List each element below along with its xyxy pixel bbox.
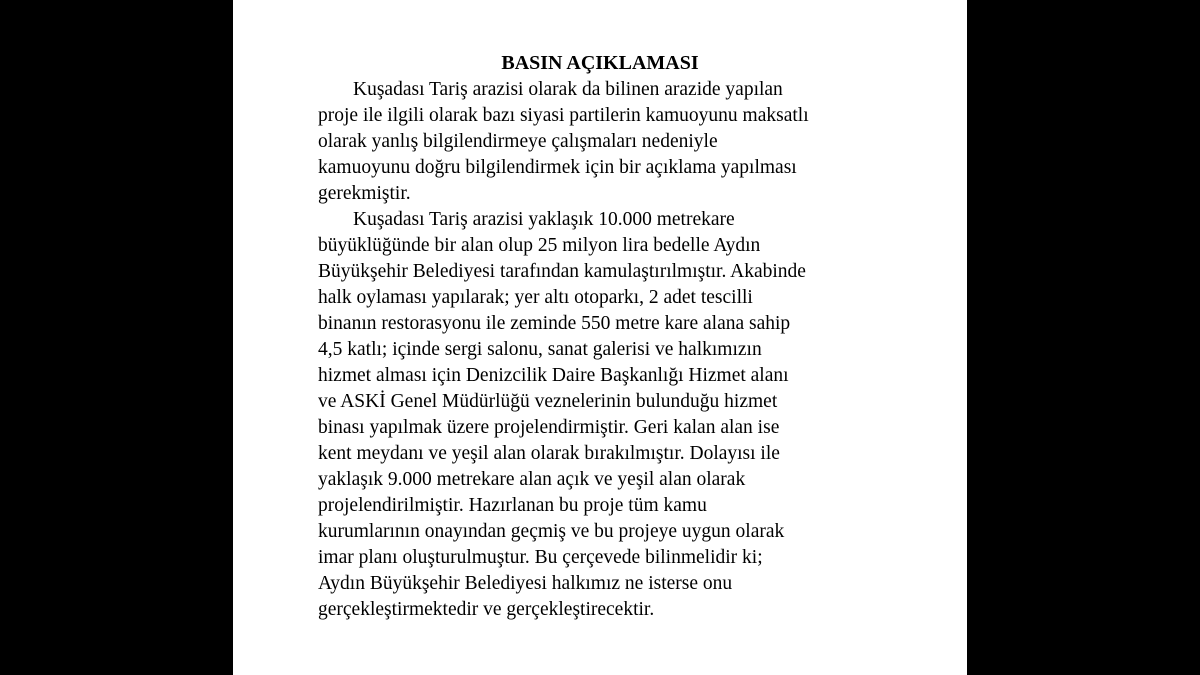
paragraph-2-line-6: 4,5 katlı; içinde sergi salonu, sanat galerisi ve halkımızın [318, 339, 762, 360]
document-page [233, 0, 967, 675]
paragraph-2-line-4: halk oylaması yapılarak; yer altı otoparkı, 2 adet tescilli [318, 287, 753, 308]
paragraph-2-line-11: yaklaşık 9.000 metrekare alan açık ve yeşil alan olarak [318, 469, 746, 490]
paragraph-2-line-14: imar planı oluşturulmuştur. Bu çerçevede bilinmelidir ki; [318, 547, 763, 568]
paragraph-2-line-12: projelendirilmiştir. Hazırlanan bu proje tüm kamu [318, 495, 707, 516]
paragraph-2-line-9: binası yapılmak üzere projelendirmiştir. Geri kalan alan ise [318, 417, 780, 438]
paragraph-2-line-2: büyüklüğünde bir alan olup 25 milyon lira bedelle Aydın [318, 235, 761, 256]
paragraph-2-line-3: Büyükşehir Belediyesi tarafından kamulaştırılmıştır. Akabinde [318, 261, 806, 282]
document-title: BASIN AÇIKLAMASI [501, 52, 699, 74]
paragraph-1-line-3: olarak yanlış bilgilendirmeye çalışmaları nedeniyle [318, 131, 718, 152]
paragraph-1-line-5: gerekmiştir. [318, 183, 411, 204]
paragraph-2-line-13: kurumlarının onayından geçmiş ve bu projeye uygun olarak [318, 521, 785, 542]
paragraph-2-line-5: binanın restorasyonu ile zeminde 550 metre kare alana sahip [318, 313, 791, 334]
paragraph-2-line-15: Aydın Büyükşehir Belediyesi halkımız ne isterse onu [318, 573, 733, 594]
paragraph-1-line-2: proje ile ilgili olarak bazı siyasi partilerin kamuoyunu maksatlı [318, 105, 809, 126]
paragraph-2-line-16: gerçekleştirmektedir ve gerçekleştirecektir. [318, 599, 655, 620]
paragraph-1-line-4: kamuoyunu doğru bilgilendirmek için bir açıklama yapılması [318, 157, 797, 178]
paragraph-2-line-10: kent meydanı ve yeşil alan olarak bırakılmıştır. Dolayısı ile [318, 443, 780, 464]
paragraph-2-line-8: ve ASKİ Genel Müdürlüğü veznelerinin bulunduğu hizmet [318, 391, 778, 412]
paragraph-2-line-1: Kuşadası Tariş arazisi yaklaşık 10.000 metrekare [353, 209, 735, 230]
paragraph-2-line-7: hizmet alması için Denizcilik Daire Başkanlığı Hizmet alanı [318, 365, 789, 386]
paragraph-1-line-1: Kuşadası Tariş arazisi olarak da bilinen arazide yapılan [353, 79, 783, 100]
